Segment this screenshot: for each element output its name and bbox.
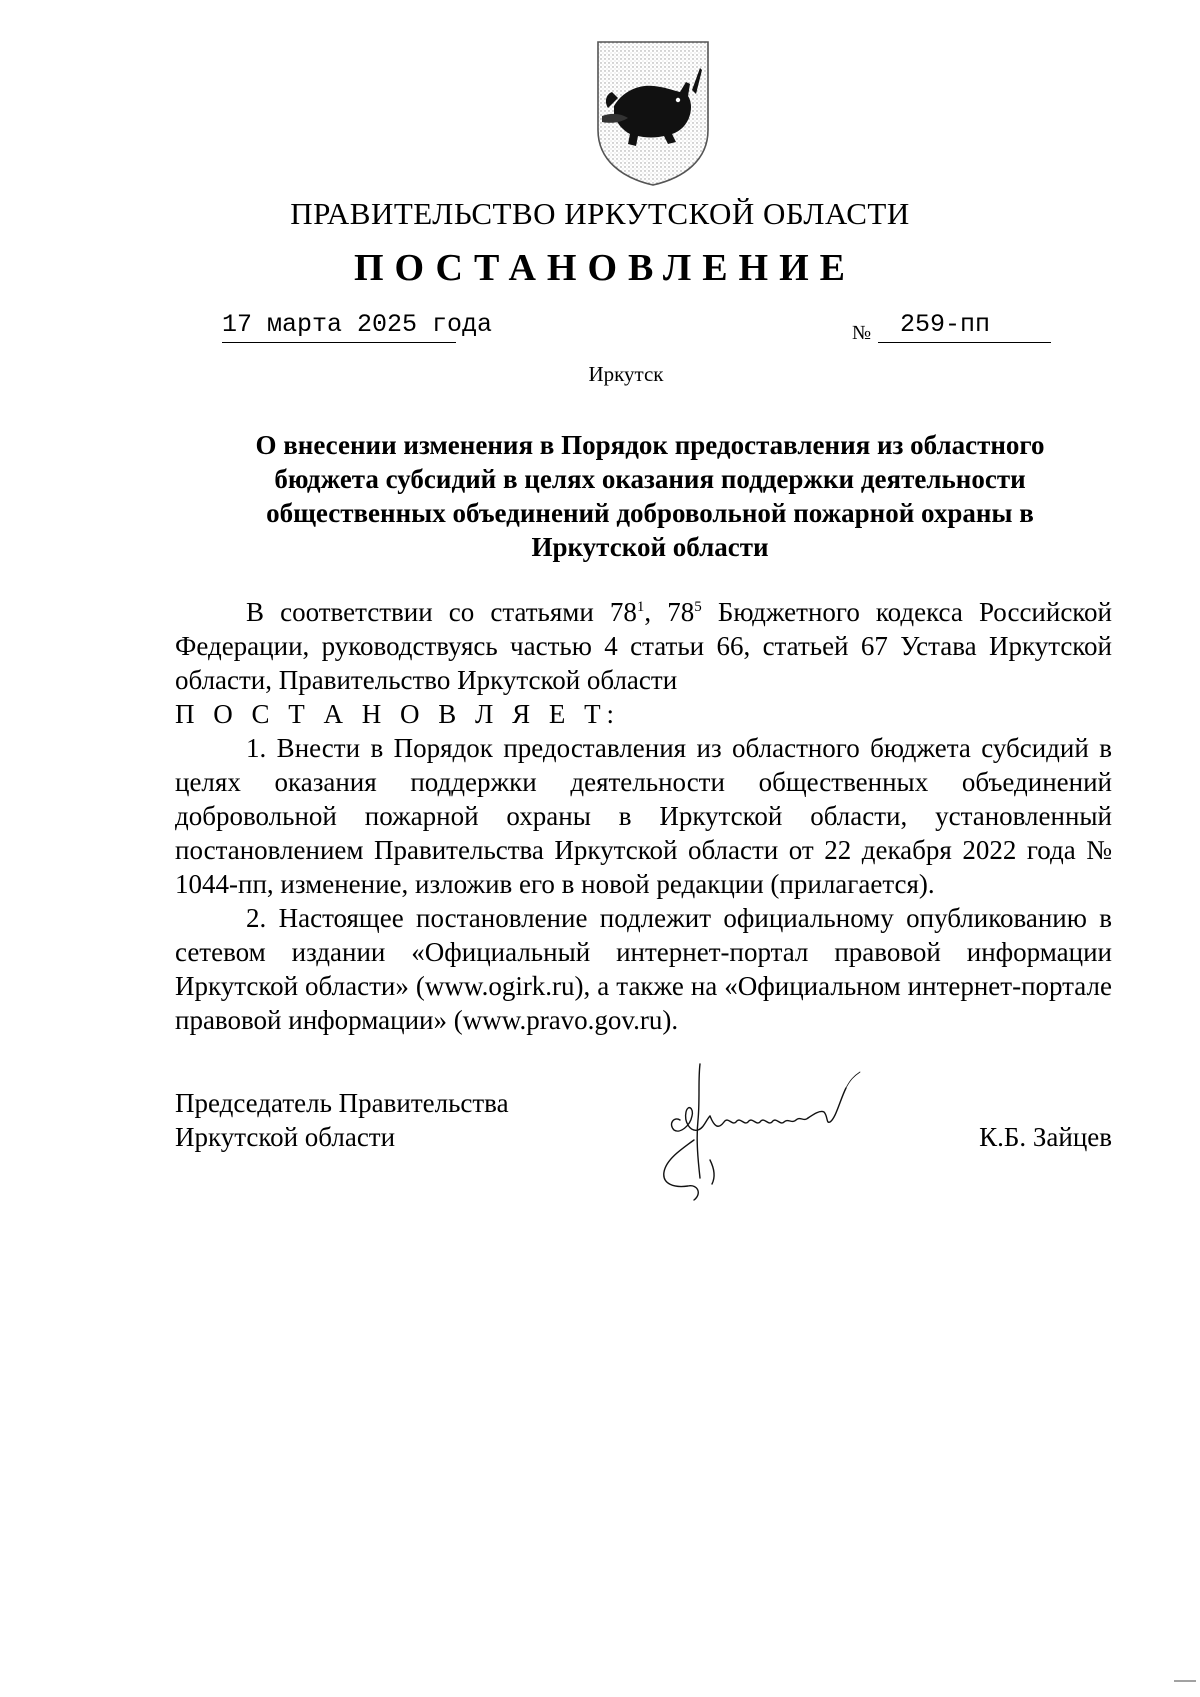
preamble-text-start: В соответствии со статьями 78 <box>246 597 637 627</box>
item-2-paragraph: 2. Настоящее постановление подлежит официальному опубликованию в сетевом издании «Официальный интернет-портал правовой информации Иркутской области» (www.ogirk.ru), а также на «Официальном интернет-портале правовой информации» (www.pravo.gov.ru). <box>175 903 1112 1035</box>
city-name: Иркутск <box>588 362 664 386</box>
item-1-paragraph: 1. Внести в Порядок предоставления из областного бюджета субсидий в целях оказания поддержки деятельности общественных объединений добровольной пожарной охраны в Иркутской области, установленный постановлением Правительства Иркутской области от 22 декабря 2022 года № 1044-пп, изменение, изложив его в новой редакции (прилагается). <box>175 733 1112 899</box>
preamble-paragraph <box>175 590 1112 697</box>
scan-mark <box>1174 1679 1196 1683</box>
document-subject: О внесении изменения в Порядок предоставления из областного бюджета субсидий в целях оказания поддержки деятельности общественных объединений добровольной пожарной охраны в Иркутской области <box>255 430 1045 562</box>
government-name: ПРАВИТЕЛЬСТВО ИРКУТСКОЙ ОБЛАСТИ <box>290 196 910 231</box>
preamble-text-middle: , 78 <box>644 597 695 627</box>
coat-of-arms-icon <box>592 38 714 188</box>
resolves-heading: П О С Т А Н О В Л Я Е Т: <box>175 699 621 729</box>
signer-position <box>175 1086 509 1154</box>
number-field <box>878 306 1051 343</box>
handwritten-signature-icon <box>640 1060 940 1210</box>
preamble-text-end: Бюджетного кодекса Российской Федерации, руководствуясь частью 4 статьи 66, статьей 67 Устава Иркутской области, Правительство Иркутской области <box>175 597 1112 695</box>
date-field <box>222 306 493 343</box>
signer-position-line-2: Иркутской области <box>175 1122 396 1152</box>
document-type-title: ПОСТАНОВЛЕНИЕ <box>353 247 857 289</box>
document-body <box>175 590 1112 1037</box>
document-date: 17 марта 2025 года <box>222 310 493 339</box>
number-sign: № <box>852 322 872 344</box>
signer-name: К.Б. Зайцев <box>979 1122 1112 1152</box>
document-number: 259-пп <box>900 310 991 339</box>
signer-position-line-1: Председатель Правительства <box>175 1088 509 1118</box>
superscript-1: 1 <box>636 599 645 615</box>
superscript-5: 5 <box>694 599 702 615</box>
